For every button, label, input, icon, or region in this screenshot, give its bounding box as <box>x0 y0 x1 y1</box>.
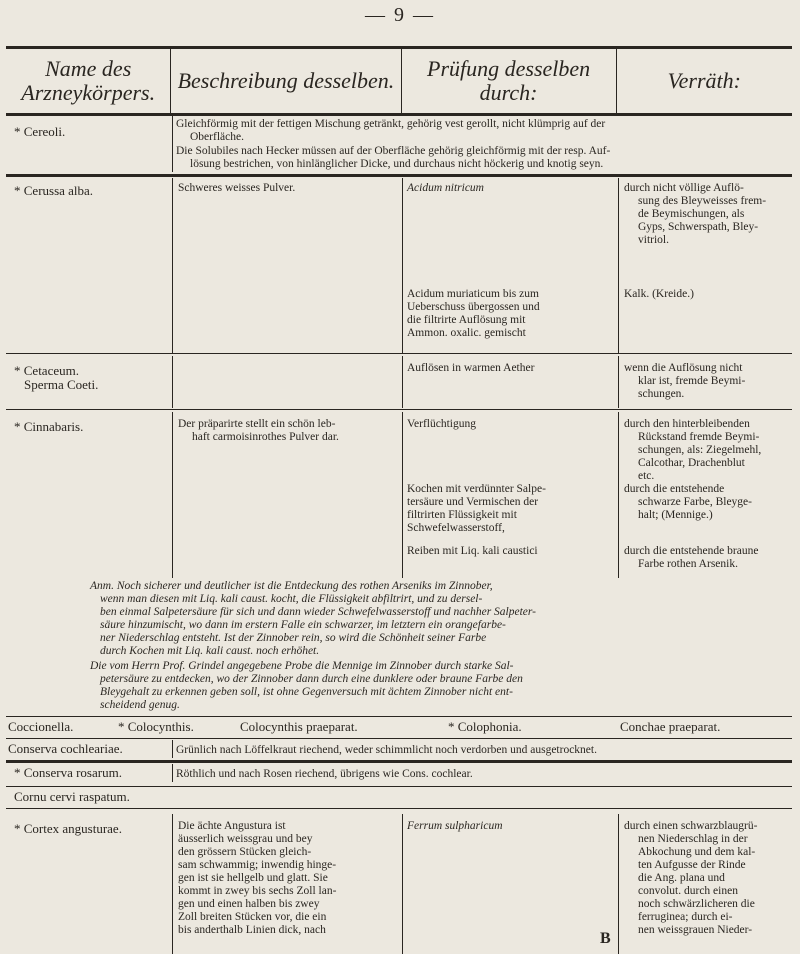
cinnabaris-rev-5: etc. <box>638 470 655 482</box>
cerussa-test-2b: Ueberschuss übergossen und <box>407 301 540 313</box>
header-name: Name des Arzneykörpers. <box>6 49 171 113</box>
row-rule <box>6 409 792 410</box>
cerussa-test-1: Acidum nitricum <box>407 182 484 194</box>
conserva-rosarum-desc: Röthlich und nach Rosen riechend, übrigens wie Cons. cochlear. <box>176 768 473 780</box>
cinnabaris-rev-8: halt; (Mennige.) <box>638 509 713 521</box>
cerussa-test-2d: Ammon. oxalic. gemischt <box>407 327 526 339</box>
cinnabaris-test-2c: filtrirten Flüssigkeit mit <box>407 509 517 521</box>
cinnabaris-rev-4: Calcothar, Drachenblut <box>638 457 745 469</box>
column-divider <box>402 356 403 408</box>
signature-mark: B <box>600 930 611 947</box>
cetaceum-rev-1: wenn die Auflösung nicht <box>624 362 743 374</box>
note-line-10: scheidend genug. <box>100 699 180 711</box>
column-divider <box>618 412 619 578</box>
cinnabaris-test-1: Verflüchtigung <box>407 418 476 430</box>
cerussa-test-2c: die filtrirte Auflösung mit <box>407 314 526 326</box>
cerussa-rev-6: Kalk. (Kreide.) <box>624 288 694 300</box>
column-divider <box>402 814 403 954</box>
note-line-9: Bleygehalt zu erkennen geben soll, ist ohne Gegenversuch mit ächtem Zinnober nicht ent- <box>100 686 513 698</box>
cinnabaris-test-2d: Schwefelwasserstoff, <box>407 522 505 534</box>
cortex-rev-5: die Ang. plana und <box>638 872 725 884</box>
cerussa-rev-2: sung des Bleyweisses frem- <box>638 195 767 207</box>
column-divider <box>172 178 173 353</box>
cetaceum-rev-2: klar ist, fremde Beymi- <box>638 375 746 387</box>
row-rule <box>6 808 792 809</box>
cereoli-desc-1: Gleichförmig mit der fettigen Mischung getränkt, gehörig vest gerollt, nicht klümprig auf der <box>176 118 606 130</box>
cortex-rev-9: nen weissgrauen Nieder- <box>638 924 753 936</box>
entry-name-conserva-cochleariae: Conserva cochleariae. <box>8 741 123 756</box>
cortex-rev-3: Abkochung und dem kal- <box>638 846 756 858</box>
cerussa-test-2a: Acidum muriaticum bis zum <box>407 288 539 300</box>
column-divider <box>618 178 619 353</box>
entry-name-conserva-rosarum: * Conserva rosarum. <box>14 765 122 780</box>
column-divider <box>172 814 173 954</box>
note-line-7: Die vom Herrn Prof. Grindel angegebene Probe die Mennige im Zinnober durch starke Sal- <box>90 660 514 672</box>
entry-name-cereoli: * Cereoli. <box>14 124 66 139</box>
note-line-3: ben einmal Salpetersäure für sich und dann wieder Schwefelwasserstoff und nachher Salpeter- <box>100 606 536 618</box>
note-line-8: petersäure zu entdecken, wo der Zinnober dann durch eine dunklere oder braune Farbe den <box>100 673 523 685</box>
cerussa-desc: Schweres weisses Pulver. <box>178 182 296 194</box>
cerussa-rev-5: vitriol. <box>638 234 669 246</box>
row-rule <box>6 760 792 763</box>
entry-name-cetaceum: * Cetaceum. <box>14 363 79 378</box>
cetaceum-test: Auflösen in warmen Aether <box>407 362 535 374</box>
cinnabaris-rev-10: Farbe rothen Arsenik. <box>638 558 738 570</box>
cinnabaris-rev-1: durch den hinterbleibenden <box>624 418 750 430</box>
entry-coccionella: Coccionella. <box>8 719 74 734</box>
entry-name-cortex-angusturae: * Cortex angusturae. <box>14 821 122 836</box>
cinnabaris-rev-2: Rückstand fremde Beymi- <box>638 431 760 443</box>
cetaceum-rev-3: schungen. <box>638 388 685 400</box>
column-divider <box>172 412 173 578</box>
entry-name-cinnabaris: * Cinnabaris. <box>14 419 84 434</box>
cortex-rev-7: noch schwärzlicheren die <box>638 898 755 910</box>
cortex-desc-9: bis anderthalb Linien dick, nach <box>178 924 326 936</box>
cortex-rev-2: nen Niederschlag in der <box>638 833 748 845</box>
column-divider <box>618 356 619 408</box>
row-rule <box>6 786 792 787</box>
cortex-desc-5: gen ist sie hellgelb und glatt. Sie <box>178 872 328 884</box>
cinnabaris-rev-6: durch die entstehende <box>624 483 725 495</box>
cinnabaris-test-2a: Kochen mit verdünnter Salpe- <box>407 483 546 495</box>
column-divider <box>172 740 173 758</box>
cortex-desc-8: Zoll breiten Stücken vor, die ein <box>178 911 327 923</box>
cinnabaris-desc-2: haft carmoisinrothes Pulver dar. <box>192 431 339 443</box>
cinnabaris-rev-3: schungen, als: Ziegelmehl, <box>638 444 762 456</box>
entry-colophonia: * Colophonia. <box>448 719 522 734</box>
cortex-desc-4: sam schwammig; inwendig hinge- <box>178 859 337 871</box>
row-rule <box>6 174 792 177</box>
row-rule <box>6 353 792 354</box>
cortex-rev-4: ten Aufgusse der Rinde <box>638 859 746 871</box>
cortex-rev-6: convolut. durch einen <box>638 885 738 897</box>
cereoli-desc-2: Oberfläche. <box>190 131 244 143</box>
cerussa-rev-3: de Beymischungen, als <box>638 208 745 220</box>
cortex-rev-1: durch einen schwarzblaugrü- <box>624 820 758 832</box>
header-test: Prüfung desselben durch: <box>402 49 617 113</box>
column-divider <box>402 178 403 353</box>
cinnabaris-rev-9: durch die entstehende braune <box>624 545 759 557</box>
entry-name-cerussa: * Cerussa alba. <box>14 183 94 198</box>
cereoli-desc-3: Die Solubiles nach Hecker müssen auf der Oberfläche gehörig gleichförmig mit der resp. Auf- <box>176 145 611 157</box>
row-rule <box>6 738 792 739</box>
entry-colocynthis-praeparat: Colocynthis praeparat. <box>240 719 358 734</box>
conserva-cochleariae-desc: Grünlich nach Löffelkraut riechend, weder schimmlicht noch verdorben und ausgetrocknet. <box>176 744 597 756</box>
cerussa-rev-1: durch nicht völlige Auflö- <box>624 182 744 194</box>
cortex-desc-6: kommt in zwey bis sechs Zoll lan- <box>178 885 337 897</box>
cerussa-rev-4: Gyps, Schwerspath, Bley- <box>638 221 759 233</box>
note-line-2: wenn man diesen mit Liq. kali caust. kocht, die Flüssigkeit abfiltrirt, und zu dersel- <box>100 593 483 605</box>
cereoli-desc-4: lösung bestrichen, von hinlänglicher Dicke, und durchaus nicht höckerig und knotig seyn. <box>190 158 604 170</box>
cortex-desc-2: äusserlich weissgrau und bey <box>178 833 313 845</box>
cinnabaris-desc-1: Der präparirte stellt ein schön leb- <box>178 418 336 430</box>
column-divider <box>402 412 403 578</box>
cinnabaris-test-2b: tersäure und Vermischen der <box>407 496 539 508</box>
note-line-1: Anm. Noch sicherer und deutlicher ist die Entdeckung des rothen Arseniks im Zinnober, <box>90 580 493 592</box>
cortex-desc-3: den grössern Stücken gleich- <box>178 846 312 858</box>
entry-name-cornu-cervi: Cornu cervi raspatum. <box>14 789 130 804</box>
cinnabaris-rev-7: schwarze Farbe, Bleyge- <box>638 496 752 508</box>
cinnabaris-test-3: Reiben mit Liq. kali caustici <box>407 545 538 557</box>
note-line-6: durch Kochen mit Liq. kali caust. noch erhöhet. <box>100 645 320 657</box>
entry-conchae-praeparat: Conchae praeparat. <box>620 719 721 734</box>
column-divider <box>172 116 173 172</box>
cortex-desc-7: gen und einen halben bis zwey <box>178 898 320 910</box>
page-number: — 9 — <box>365 4 435 26</box>
row-rule <box>6 716 792 717</box>
column-divider <box>172 356 173 408</box>
cortex-test: Ferrum sulpharicum <box>407 820 503 832</box>
column-divider <box>618 814 619 954</box>
note-line-5: ner Niederschlag entsteht. Ist der Zinnober rein, so wird die Schönheit seiner Farbe <box>100 632 487 644</box>
column-divider <box>172 764 173 782</box>
header-description: Beschreibung desselben. <box>171 49 401 113</box>
cortex-rev-8: ferruginea; durch ei- <box>638 911 733 923</box>
note-line-4: säure hinzumischt, wo dann im erstern Falle ein schwarzer, im letztern ein orangefarbe- <box>100 619 506 631</box>
entry-name-cetaceum-alt: Sperma Coeti. <box>24 377 99 392</box>
entry-colocynthis: * Colocynthis. <box>118 719 194 734</box>
cortex-desc-1: Die ächte Angustura ist <box>178 820 286 832</box>
table-header <box>6 46 792 116</box>
header-reveals: Verräth: <box>667 68 741 93</box>
